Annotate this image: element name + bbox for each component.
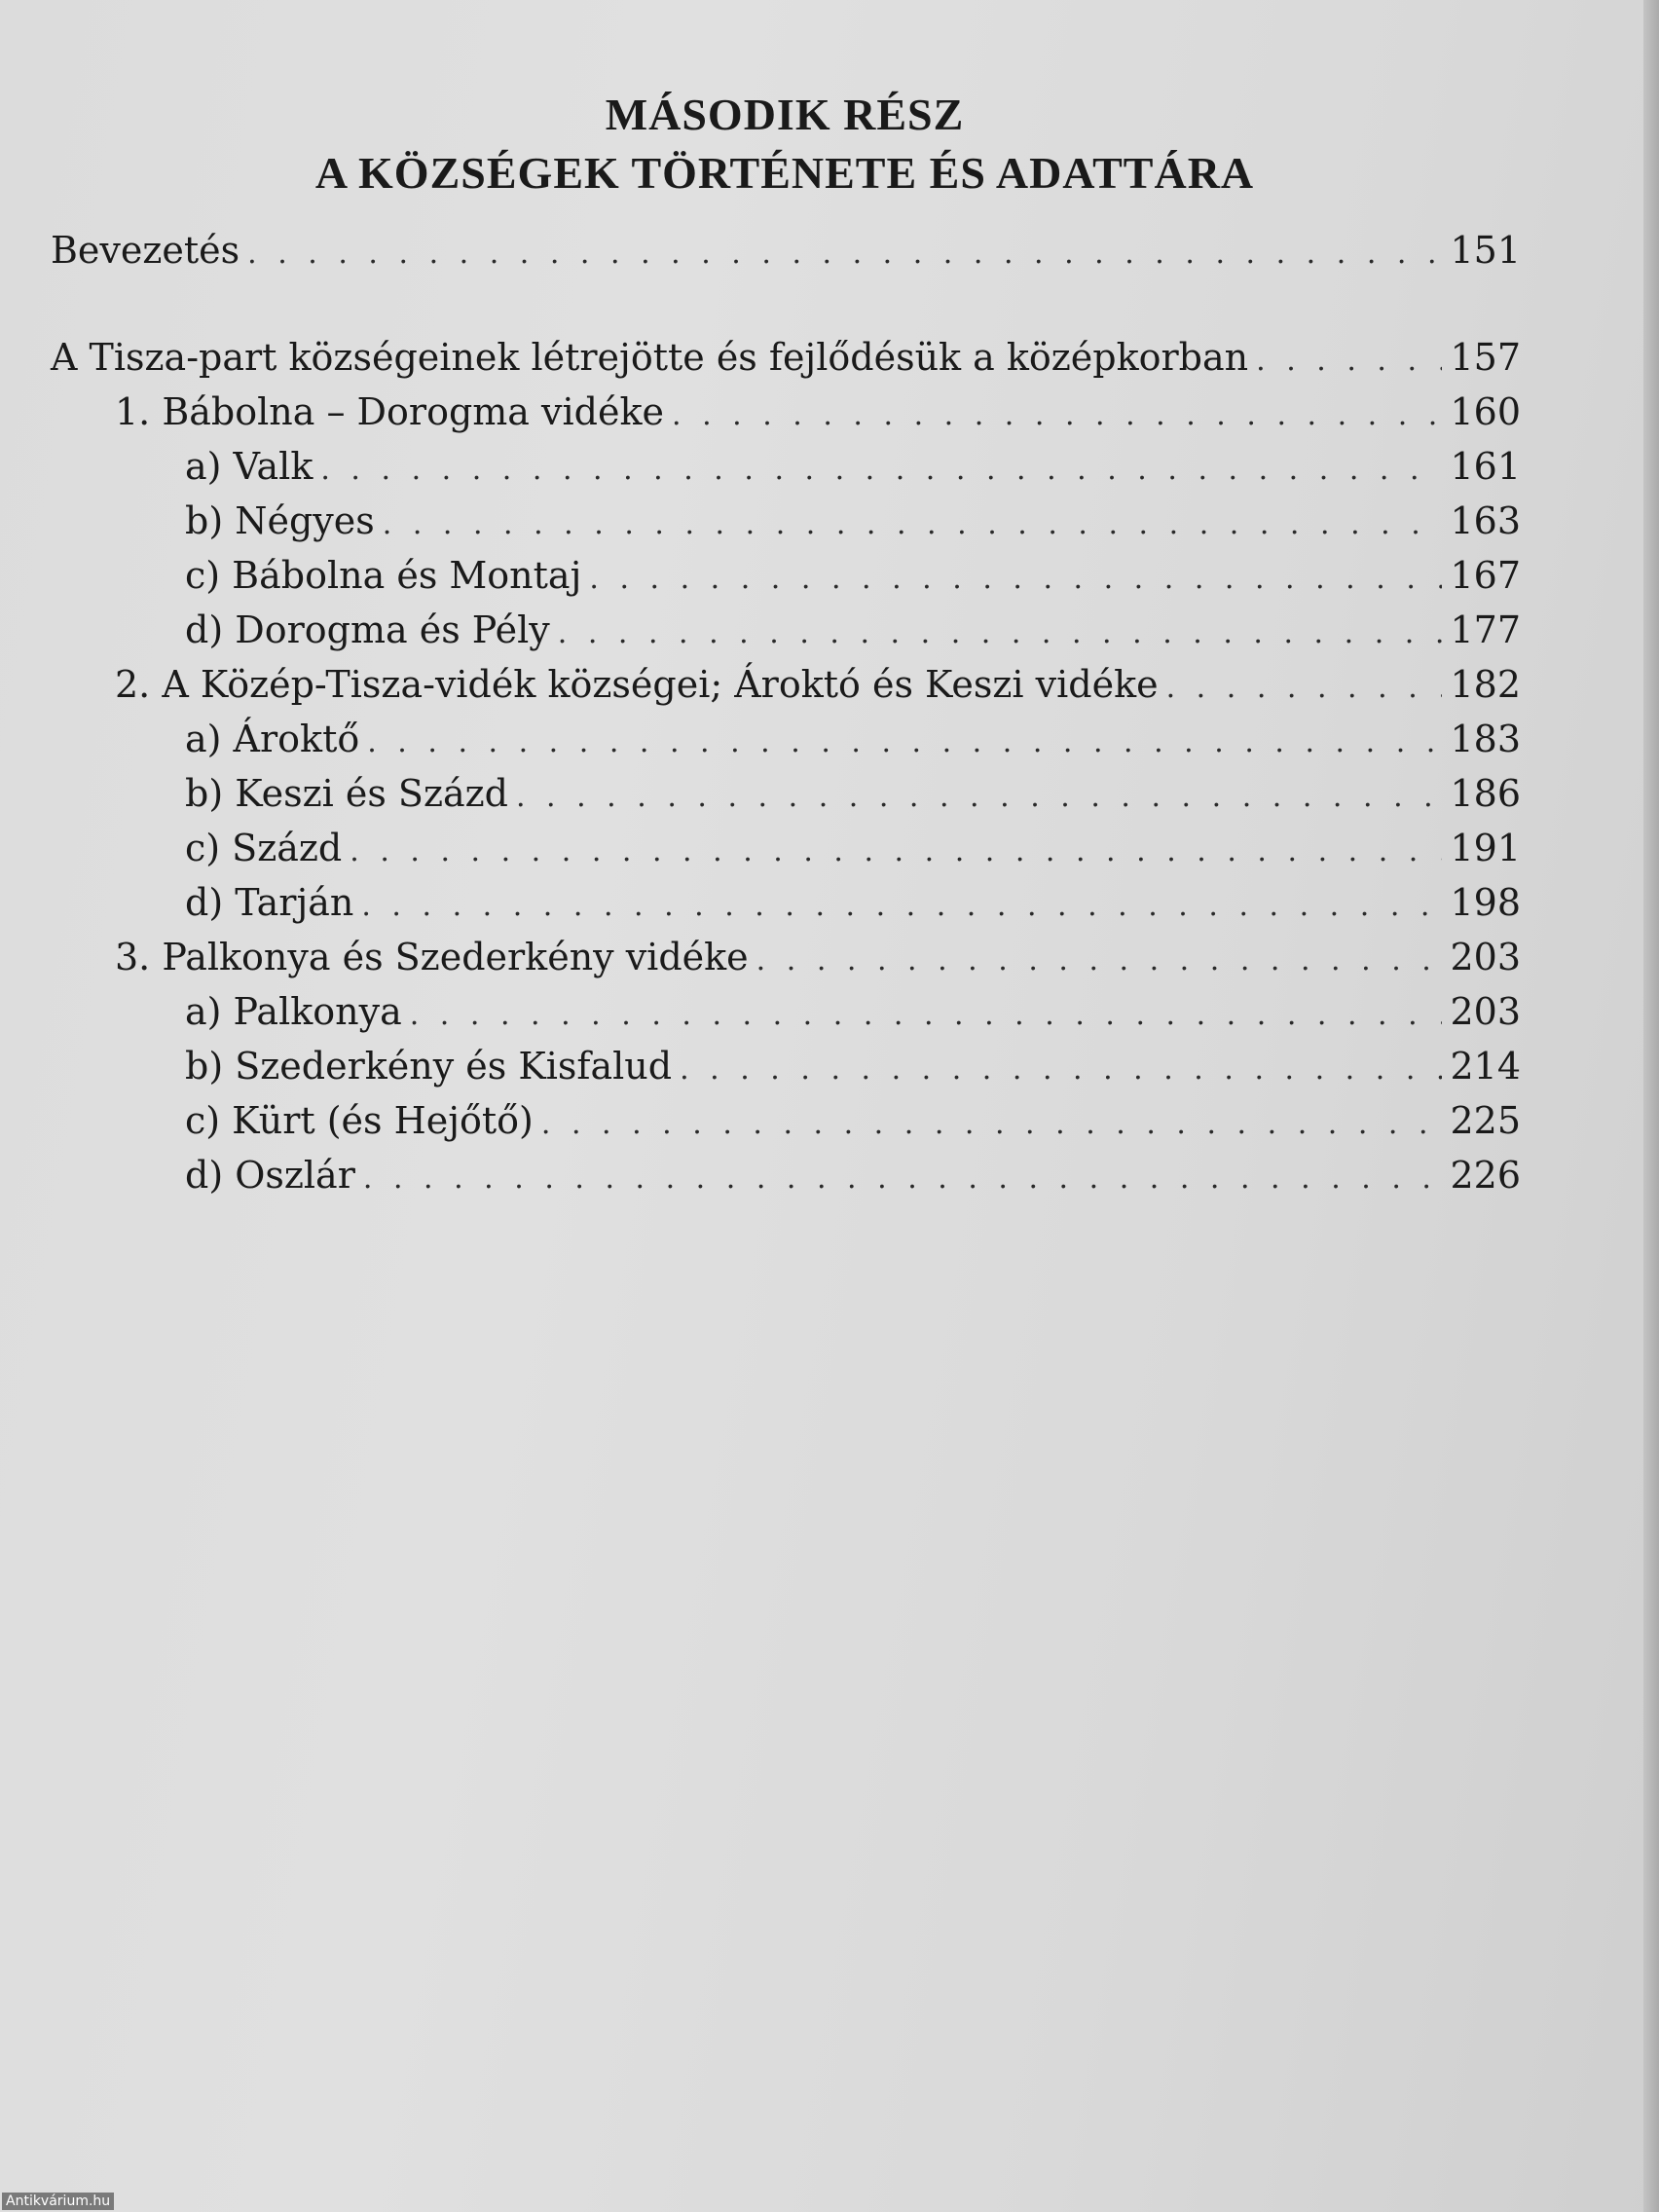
toc-leader xyxy=(1256,344,1442,378)
toc-title: c) Bábolna és Montaj xyxy=(185,554,582,597)
toc-title: a) Palkonya xyxy=(185,990,402,1033)
toc-entry-palkonya xyxy=(51,990,1521,1045)
toc-leader xyxy=(350,834,1442,868)
toc-leader xyxy=(1166,671,1443,705)
toc-leader xyxy=(589,562,1442,596)
toc-page: 161 xyxy=(1450,445,1521,488)
toc-entry-kurt-hejoto xyxy=(51,1099,1521,1154)
toc-entry-kozep-tisza xyxy=(51,663,1521,718)
toc-title: 1. Bábolna – Dorogma vidéke xyxy=(115,390,664,433)
page-heading xyxy=(0,86,1569,203)
toc-page: 186 xyxy=(1450,772,1521,815)
toc-page: 183 xyxy=(1450,718,1521,760)
toc-page: 198 xyxy=(1450,881,1521,924)
toc-title: c) Kürt (és Hejőtő) xyxy=(185,1099,534,1142)
page-edge xyxy=(1643,0,1659,2212)
toc-leader xyxy=(672,398,1442,432)
toc-page: 167 xyxy=(1450,554,1521,597)
toc-leader xyxy=(361,889,1442,923)
toc-title: 2. A Közép-Tisza-vidék községei; Ároktó és Keszi vidéke xyxy=(115,663,1159,706)
heading-line-1: MÁSODIK RÉSZ xyxy=(605,90,965,139)
toc-title: b) Szederkény és Kisfalud xyxy=(185,1045,673,1088)
toc-page: 226 xyxy=(1450,1154,1521,1197)
toc-page: 157 xyxy=(1450,336,1521,379)
toc-entry-arokto xyxy=(51,718,1521,772)
toc-leader xyxy=(367,725,1442,759)
toc-title: 3. Palkonya és Szederkény vidéke xyxy=(115,936,749,978)
toc-title: d) Dorogma és Pély xyxy=(185,608,550,651)
toc-leader xyxy=(320,453,1442,487)
toc-entry-tarjan xyxy=(51,881,1521,936)
toc-page: 214 xyxy=(1450,1045,1521,1088)
toc-entry-valk xyxy=(51,445,1521,499)
toc-page: 160 xyxy=(1450,390,1521,433)
watermark: Antikvárium.hu xyxy=(2,2193,114,2210)
toc-title: a) Valk xyxy=(185,445,313,488)
toc-entry-dorogma-pely xyxy=(51,608,1521,663)
toc-leader xyxy=(516,780,1443,814)
toc-leader xyxy=(247,237,1442,271)
toc-leader xyxy=(756,943,1443,977)
toc-entry-babolna-montaj xyxy=(51,554,1521,608)
toc-title: b) Keszi és Százd xyxy=(185,772,508,815)
toc-title: c) Százd xyxy=(185,827,343,869)
toc-entry-bevezetes xyxy=(51,229,1521,283)
toc-title: Bevezetés xyxy=(51,229,240,272)
toc-leader xyxy=(383,507,1443,541)
toc-leader xyxy=(410,998,1443,1032)
toc-leader xyxy=(363,1161,1443,1196)
toc-page: 203 xyxy=(1450,936,1521,978)
toc-page: 151 xyxy=(1450,229,1521,272)
toc-entry-babolna-dorogma xyxy=(51,390,1521,445)
toc-leader xyxy=(558,616,1443,650)
toc-page: 203 xyxy=(1450,990,1521,1033)
toc-leader xyxy=(680,1052,1442,1087)
toc-leader xyxy=(541,1107,1443,1141)
toc-entry-szederkeny-kisfalud xyxy=(51,1045,1521,1099)
toc-entry-palkonya-szederkeny xyxy=(51,936,1521,990)
toc-entry-keszi-szazd xyxy=(51,772,1521,827)
toc-entry-tisza-part xyxy=(51,336,1521,390)
toc-title: A Tisza-part községeinek létrejötte és fejlődésük a középkorban xyxy=(51,336,1249,379)
toc-title: a) Ároktő xyxy=(185,718,360,760)
toc-page: 191 xyxy=(1450,827,1521,869)
toc-page: 182 xyxy=(1450,663,1521,706)
heading-line-2: A KÖZSÉGEK TÖRTÉNETE ÉS ADATTÁRA xyxy=(314,148,1255,198)
toc-entry-szazd xyxy=(51,827,1521,881)
toc-page: 163 xyxy=(1450,499,1521,542)
toc-title: d) Oszlár xyxy=(185,1154,355,1197)
toc-page: 225 xyxy=(1450,1099,1521,1142)
toc-page: 177 xyxy=(1450,608,1521,651)
toc-title: b) Négyes xyxy=(185,499,375,542)
toc-title: d) Tarján xyxy=(185,881,354,924)
toc-entry-negyes xyxy=(51,499,1521,554)
toc-entry-oszlar xyxy=(51,1154,1521,1208)
table-of-contents xyxy=(51,229,1521,1208)
